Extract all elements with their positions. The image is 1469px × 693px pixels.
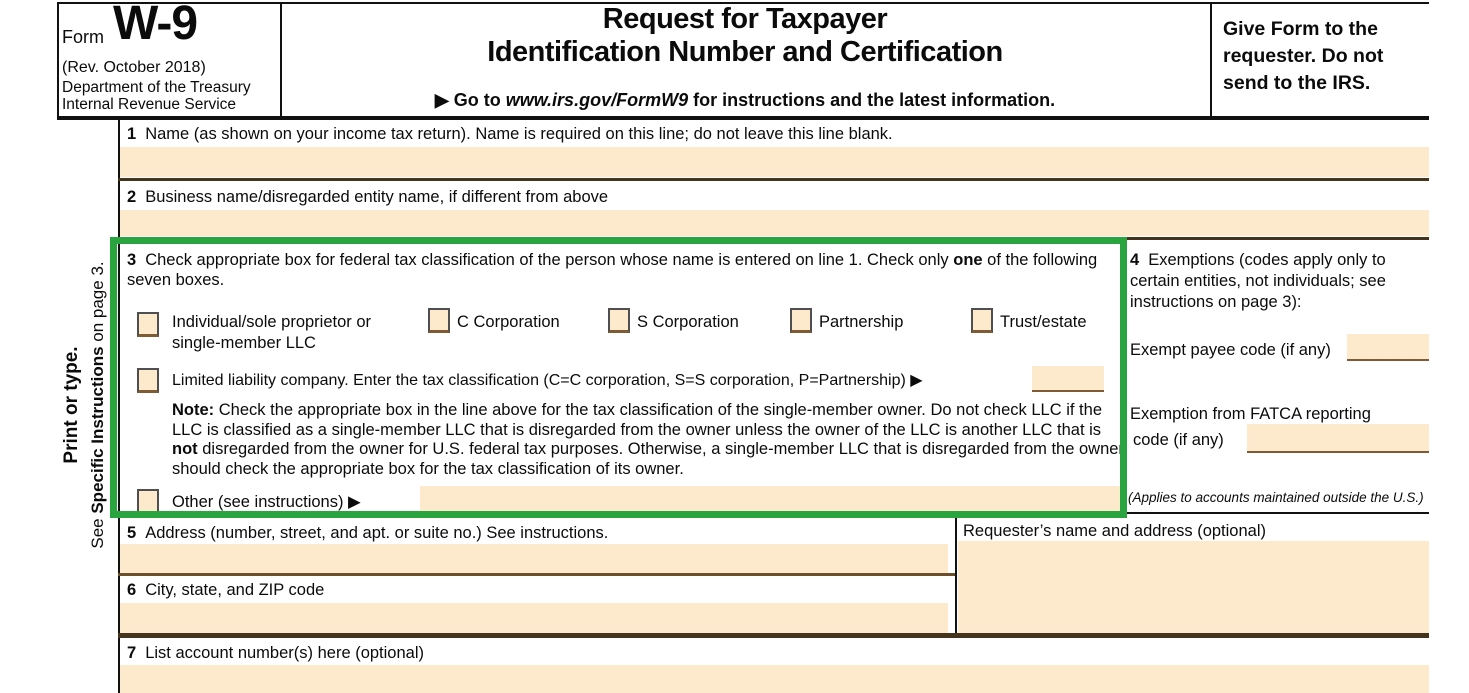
business-name-input[interactable]	[120, 210, 1429, 236]
line5-label: 5 Address (number, street, and apt. or suite no.) See instructions.	[127, 524, 609, 542]
line7-label: 7 List account number(s) here (optional)	[127, 644, 424, 662]
requester-name-address-input[interactable]	[958, 541, 1429, 633]
give-form-note: Give Form to the requester. Do not send to the IRS.	[1223, 18, 1384, 94]
trust-estate-checkbox[interactable]	[971, 308, 993, 333]
c-corporation-label: C Corporation	[457, 313, 560, 331]
s-corporation-checkbox[interactable]	[608, 308, 630, 333]
partnership-checkbox[interactable]	[790, 308, 812, 333]
form-revision: (Rev. October 2018)	[62, 59, 206, 76]
fatca-code-input[interactable]	[1247, 424, 1429, 453]
trust-estate-label: Trust/estate	[1000, 313, 1087, 331]
fatca-label-line2: code (if any)	[1133, 431, 1224, 449]
form-title: Request for Taxpayer Identification Number and Certification	[487, 3, 1003, 68]
goto-url: www.irs.gov/FormW9	[505, 90, 689, 110]
line4-label: 4 Exemptions (codes apply only to certain entities, not individuals; see instructions on page 3):	[1130, 251, 1386, 311]
header-left-border	[57, 2, 59, 119]
address-input[interactable]	[120, 544, 948, 573]
print-or-type-sidebar	[59, 225, 115, 585]
account-numbers-input[interactable]	[120, 665, 1429, 693]
form-word: Form	[62, 27, 104, 47]
s-corporation-label: S Corporation	[637, 313, 739, 331]
city-state-zip-input[interactable]	[120, 603, 948, 633]
exempt-payee-code-input[interactable]	[1347, 334, 1429, 361]
row-separator-1	[118, 178, 1429, 181]
row-separator-2	[118, 237, 1429, 240]
requester-label: Requester’s name and address (optional)	[963, 522, 1266, 540]
c-corporation-checkbox[interactable]	[428, 308, 450, 333]
llc-checkbox[interactable]	[137, 368, 159, 393]
form-number: W-9	[113, 0, 198, 50]
line2-label: 2 Business name/disregarded entity name, if different from above	[127, 188, 609, 206]
other-input[interactable]	[420, 486, 1120, 512]
fatca-label-line1: Exemption from FATCA reporting	[1130, 405, 1371, 423]
section4-divider	[1125, 238, 1127, 518]
see-instructions-label: See Specific Instructions on page 3.	[88, 261, 107, 549]
treasury-department: Department of the Treasury	[62, 79, 251, 96]
other-checkbox[interactable]	[137, 489, 159, 514]
section4-bottom-border	[1125, 512, 1429, 514]
header-bottom-border	[57, 116, 1429, 120]
llc-classification-input[interactable]	[1032, 366, 1104, 392]
name-input[interactable]	[120, 147, 1429, 177]
exempt-payee-label: Exempt payee code (if any)	[1130, 341, 1331, 359]
llc-label: Limited liability company. Enter the tax classification (C=C corporation, S=S corporation, P=Partnership) ▶	[172, 372, 923, 389]
line6-label: 6 City, state, and ZIP code	[127, 581, 325, 599]
partnership-label: Partnership	[819, 313, 904, 331]
requester-divider	[955, 518, 957, 635]
other-label: Other (see instructions) ▶	[172, 493, 361, 511]
fatca-applies-note: (Applies to accounts maintained outside the U.S.)	[1128, 490, 1424, 505]
llc-note: Note: Check the appropriate box in the line above for the tax classification of the single-member owner. Do not check LLC if the LLC is classified as a single-member LLC that is disregarded from the owner unless the owner of the LLC is another LLC that is not disregarded from the owner for U.S. federal tax purposes. Otherwise, a single-member LLC that is disregarded from the owner should check the appropriate box for the tax classification of its owner.	[172, 401, 1124, 478]
line1-label: 1 Name (as shown on your income tax return). Name is required on this line; do not leave this line blank.	[127, 125, 893, 143]
header-divider-2	[1210, 2, 1212, 119]
print-or-type-label: Print or type.	[61, 346, 82, 464]
individual-label: Individual/sole proprietor or single-member LLC	[172, 313, 372, 352]
line3-label: 3 Check appropriate box for federal tax classification of the person whose name is entered on line 1. Check only one of the following seven boxes.	[127, 251, 1098, 289]
goto-instructions: ▶ Go to www.irs.gov/FormW9 for instructions and the latest information.	[434, 90, 1056, 110]
irs-agency: Internal Revenue Service	[62, 96, 237, 113]
individual-checkbox[interactable]	[137, 312, 159, 337]
row-separator-5	[118, 573, 955, 576]
row-separator-6	[118, 633, 1429, 638]
